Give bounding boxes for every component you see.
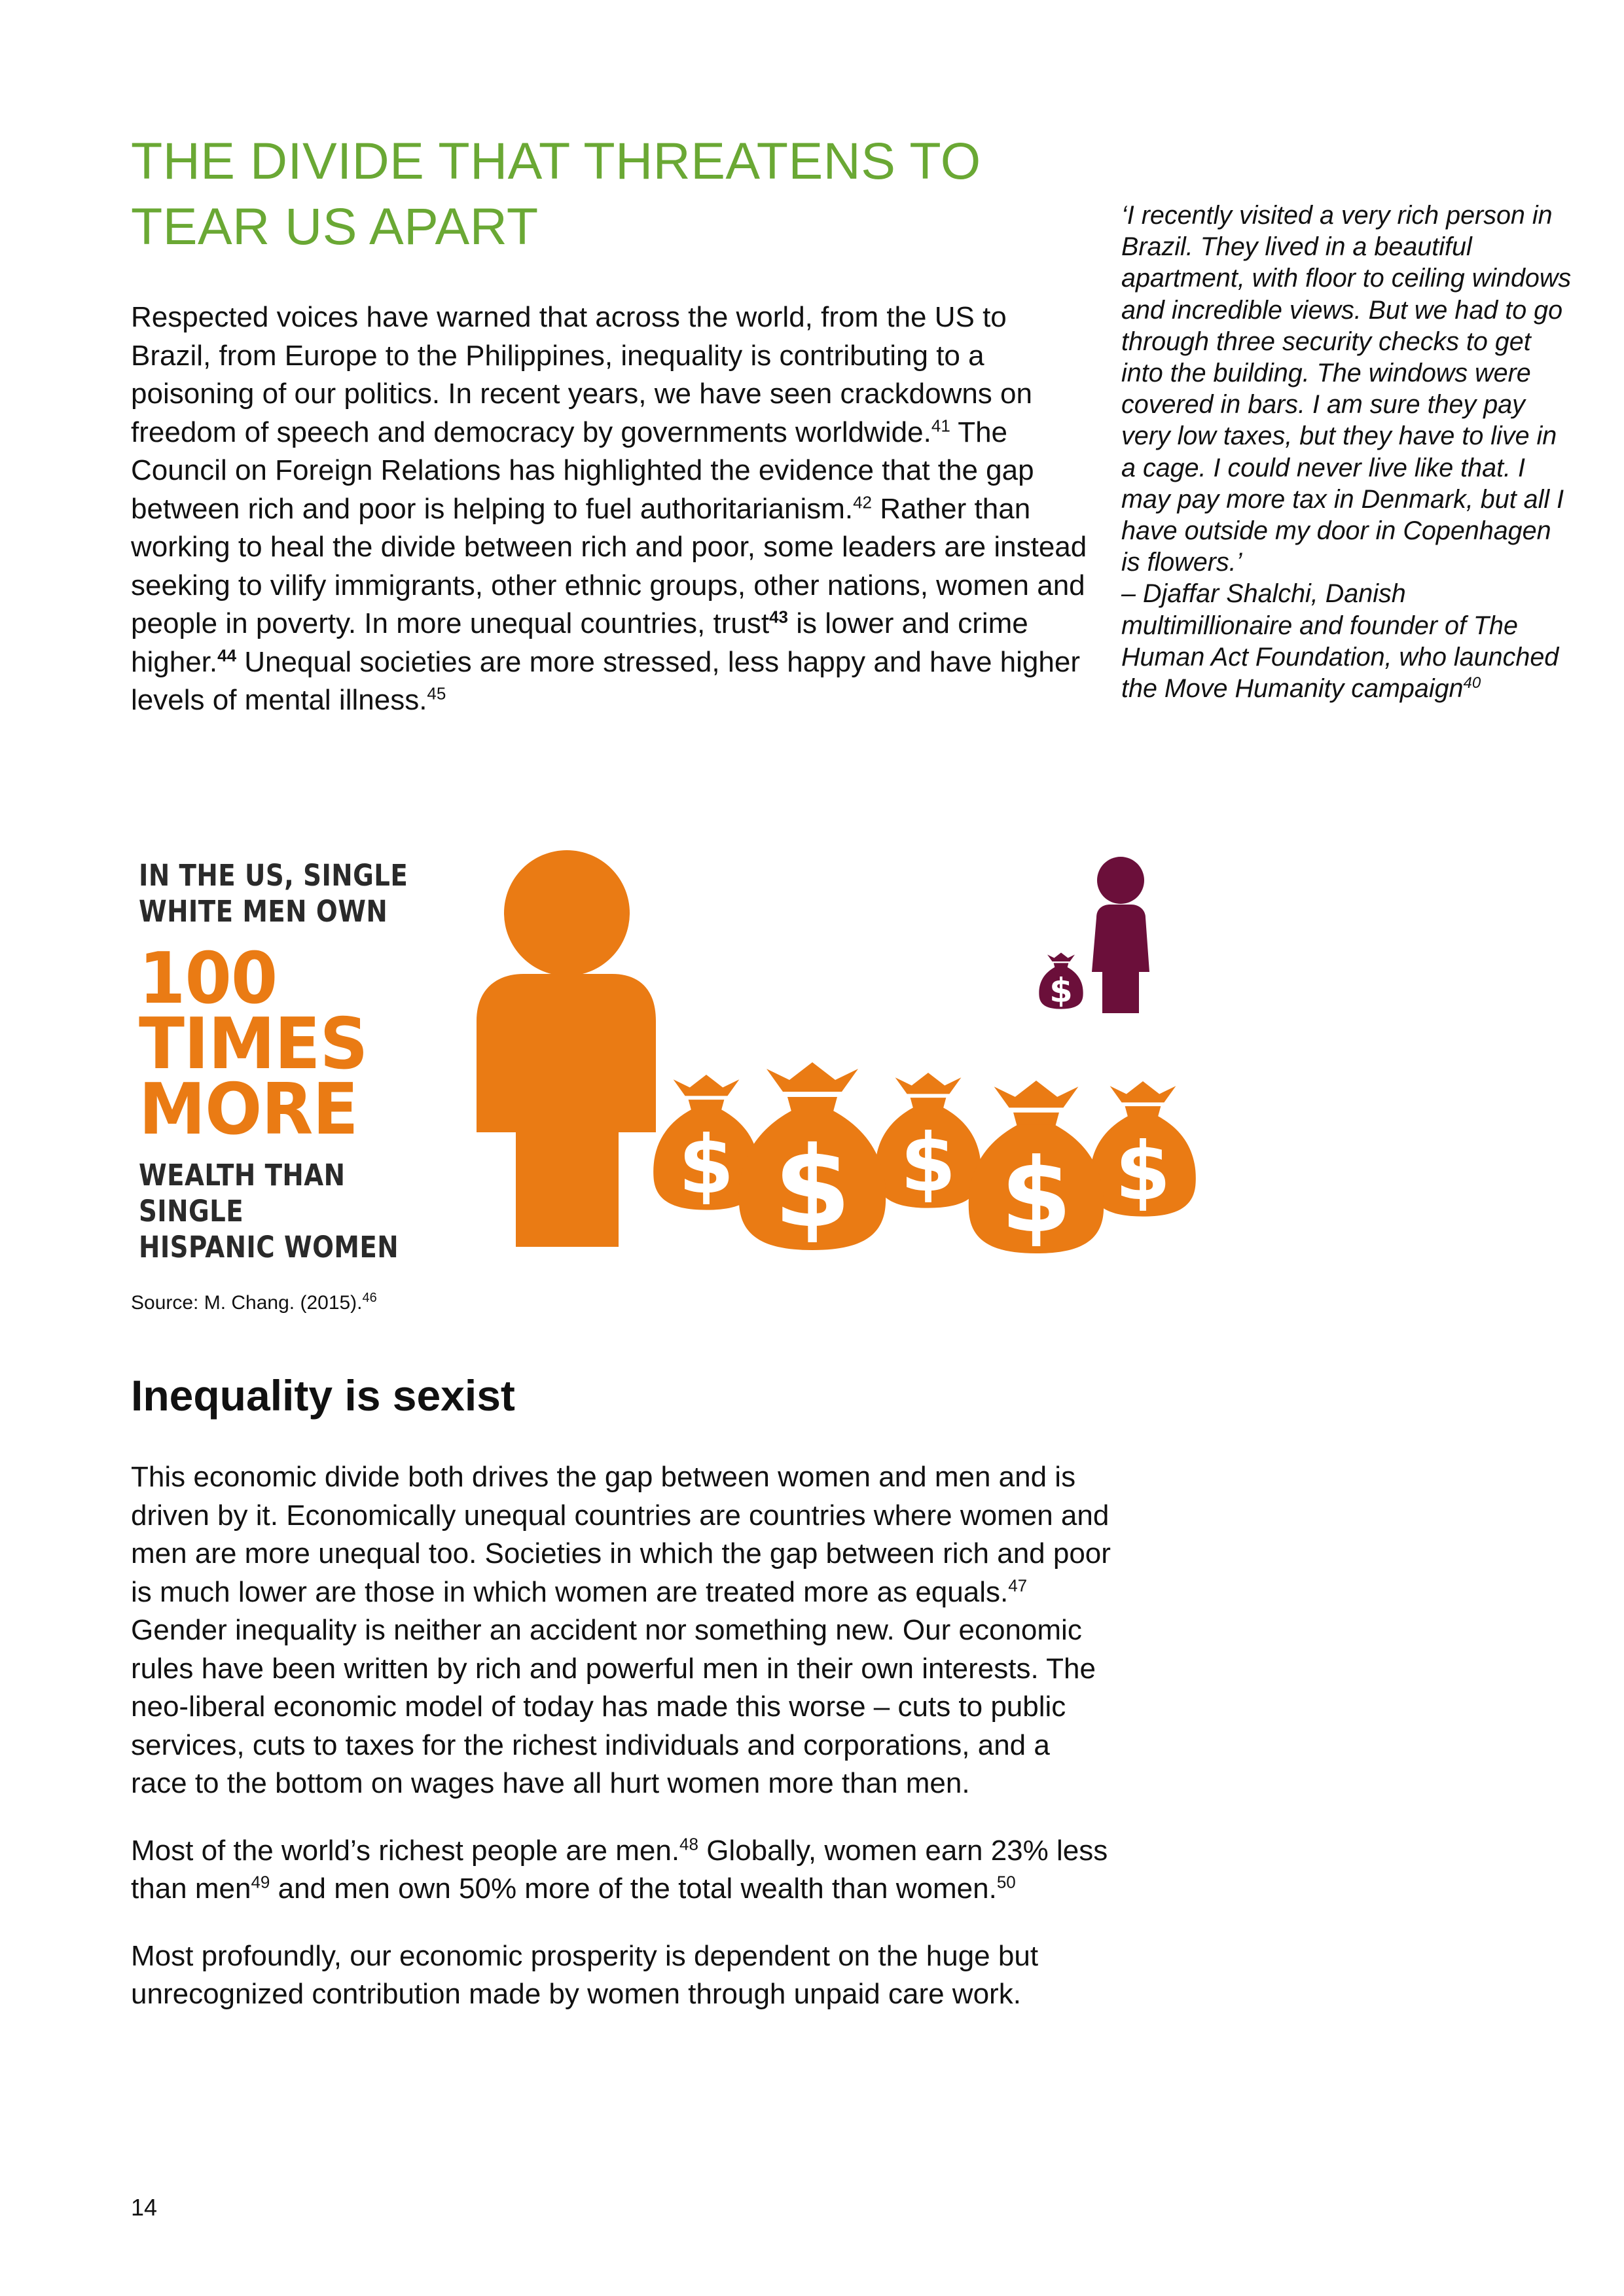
footnote-ref: 50 — [996, 1872, 1016, 1892]
money-bag-icon — [1090, 1081, 1196, 1218]
source-text: Source: M. Chang. (2015). — [131, 1292, 363, 1314]
body-text: Gender inequality is neither an accident nor something new. Our economic rules have been written by rich and powerful men in their own interests. The neo-liberal economic model of today has made this worse – cuts to public services, cuts to taxes for the richest individuals and corporations, and a race to the bottom on wages have all hurt women more than men. — [131, 1614, 1096, 1799]
body-paragraph — [131, 1458, 1113, 1803]
intro-text: The Council on Foreign Relations has highlighted the evidence that the gap between rich and poor is helping to fuel authoritarianism. — [131, 416, 1034, 525]
footnote-ref: 45 — [427, 683, 446, 704]
section-body — [131, 1458, 1113, 2043]
intro-text: Respected voices have warned that across the world, from the US to Brazil, from Europe to the Philippines, inequality is contributing to a poisoning of our politics. In recent years, we have seen crackdowns on freedom of speech and democracy by governments worldwide. — [131, 301, 1032, 448]
intro-text: is lower and crime higher. — [131, 607, 1028, 678]
woman-figure-icon — [1092, 857, 1149, 1013]
infographic-line-4: HISPANIC WOMEN — [139, 1230, 399, 1265]
infographic-line-3: WEALTH THAN SINGLE — [139, 1158, 346, 1229]
money-bag-icon — [875, 1073, 981, 1210]
bag-dollar-sign: $ — [1049, 971, 1073, 1011]
footnote-ref: 49 — [251, 1872, 270, 1892]
page-title-line-2: TEAR US APART — [131, 197, 539, 255]
intro-text: Unequal societies are more stressed, less happy and have higher levels of mental illness. — [131, 645, 1080, 716]
infographic-big-1: 100 — [139, 938, 278, 1020]
body-text: Globally, women earn 23% less than men — [131, 1834, 1108, 1905]
infographic-big-3: MORE — [139, 1069, 358, 1151]
footnote-ref: 44 — [217, 645, 237, 665]
section-heading: Inequality is sexist — [131, 1371, 515, 1420]
body-text: and men own 50% more of the total wealth than women. — [270, 1873, 997, 1905]
small-money-bag-icon — [1039, 953, 1083, 1011]
bag-dollar-sign: $ — [773, 1123, 852, 1253]
footnote-ref: 40 — [1463, 673, 1481, 692]
footnote-ref: 41 — [931, 415, 950, 435]
bag-dollar-sign: $ — [900, 1116, 956, 1210]
man-figure-icon — [477, 850, 656, 1247]
bag-dollar-sign: $ — [1000, 1136, 1072, 1255]
infographic-big-2: TIMES — [139, 1003, 368, 1085]
figure-source — [131, 1292, 377, 1314]
page-title-line-1: THE DIVIDE THAT THREATENS TO — [131, 132, 981, 190]
infographic-line-1: IN THE US, SINGLE — [139, 858, 408, 893]
body-text: This economic divide both drives the gap between women and men and is driven by it. Economically unequal countries are countries where women and men are more unequal too. Societies in which the gap between rich and poor is much lower are those in which women are treated more as equals. — [131, 1461, 1111, 1608]
bag-dollar-sign: $ — [678, 1118, 734, 1211]
page-number: 14 — [131, 2194, 158, 2221]
body-text: Most of the world’s richest people are men. — [131, 1834, 680, 1867]
infographic-line-2: WHITE MEN OWN — [139, 894, 388, 929]
footnote-ref: 47 — [1008, 1575, 1028, 1595]
body-paragraph — [131, 1832, 1113, 1909]
footnote-ref: 46 — [362, 1291, 377, 1305]
quote-text: ‘I recently visited a very rich person in Brazil. They lived in a beautiful apartment, with floor to ceiling windows and incredible views. But we had to go through three security checks to get into the building. The windows were covered in bars. I am sure they pay very low taxes, but they have to live in a cage. I could never live like that. I may pay more tax in Denmark, but all I have outside my door in Copenhagen is flowers.’ — [1121, 201, 1572, 577]
body-paragraph: Most profoundly, our economic prosperity is dependent on the huge but unrecognized contribution made by women through unpaid care work. — [131, 1939, 1039, 2010]
footnote-ref: 48 — [679, 1833, 698, 1854]
quote-attribution: – Djaffar Shalchi, Danish multimillionaire and founder of The Human Act Foundation, who launched the Move Humanity campaign — [1121, 579, 1559, 704]
money-bag-icon — [739, 1062, 886, 1253]
intro-text: Rather than working to heal the divide between rich and poor, some leaders are instead seeking to vilify immigrants, other ethnic groups, other nations, women and people in poverty. In more unequal countries, trust — [131, 492, 1087, 639]
bag-dollar-sign: $ — [1115, 1124, 1171, 1218]
footnote-ref: 42 — [853, 492, 873, 512]
footnote-ref: 43 — [769, 607, 788, 627]
money-bag-icon — [969, 1081, 1104, 1255]
